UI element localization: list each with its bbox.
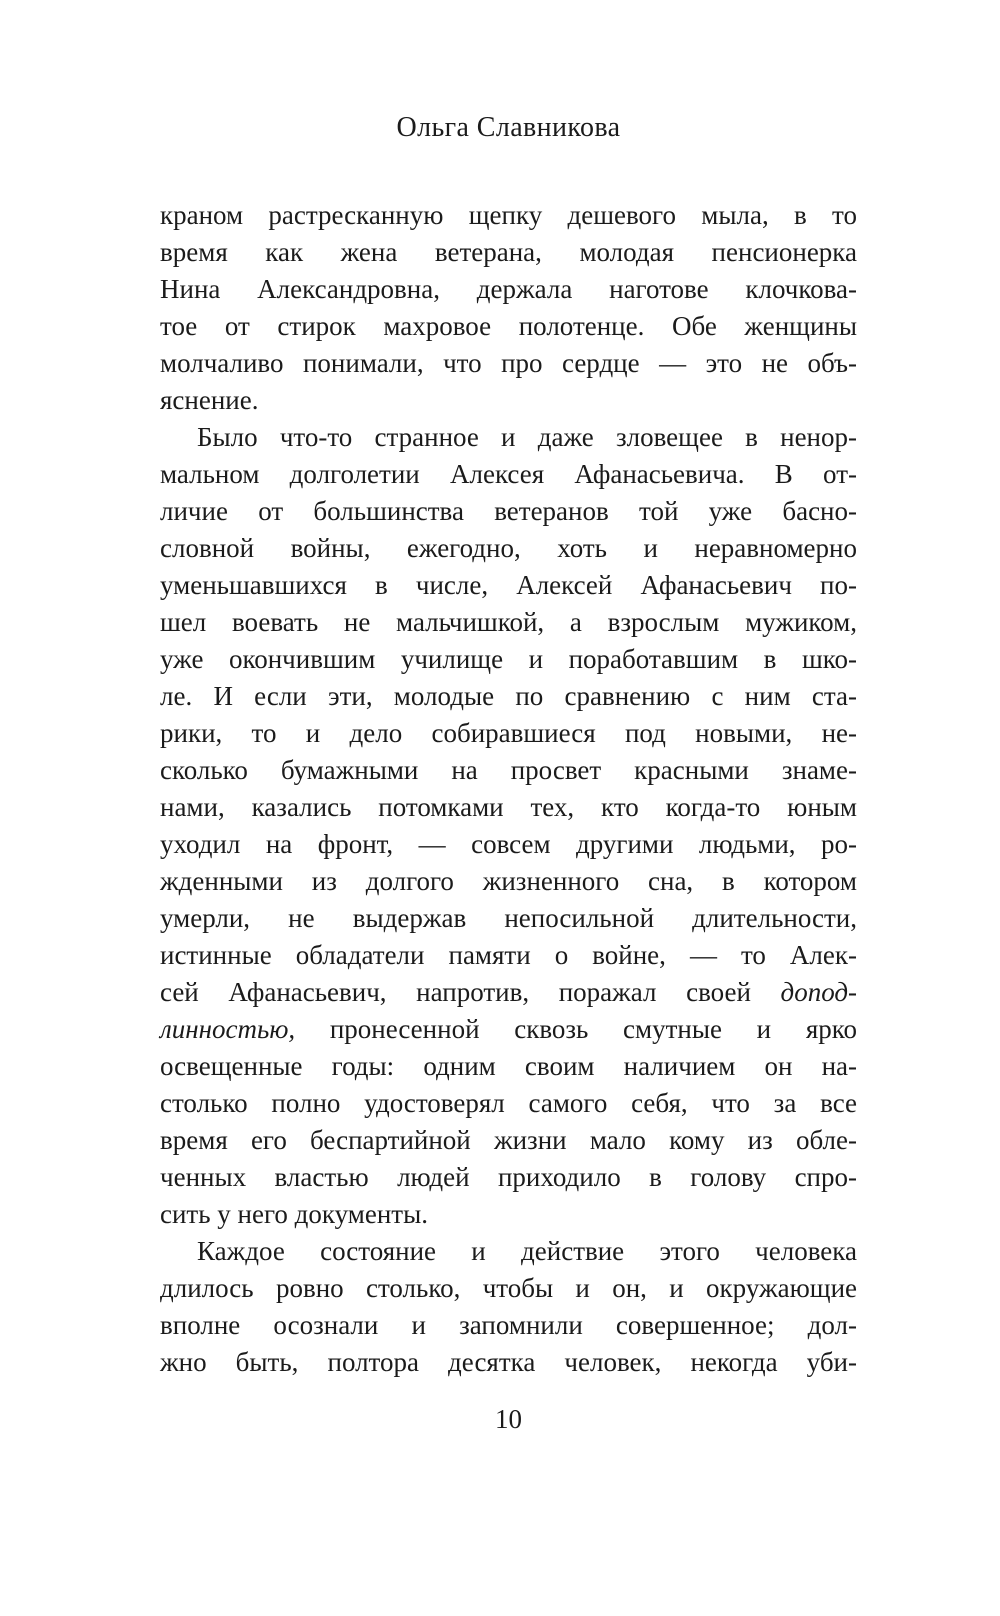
text-line [160,789,857,826]
text-segment: Было что-то странное и даже зловещее в ненор- [197,422,857,452]
text-line [160,271,857,308]
text-segment: освещенные годы: одним своим наличием он на- [160,1051,857,1081]
text-segment: Нина Александровна, держала наготове клочкова- [160,274,857,304]
text-line [160,308,857,345]
text-segment: жно быть, полтора десятка человек, некогда уби- [160,1347,857,1377]
text-line [160,974,857,1011]
text-line [160,493,857,530]
text-segment: уходил на фронт, — совсем другими людьми, ро- [160,829,857,859]
text-segment: рики, то и дело собиравшиеся под новыми, не- [160,718,857,748]
text-line [160,863,857,900]
text-line [160,937,857,974]
text-segment: пронесенной сквозь смутные и ярко [295,1014,857,1044]
text-line [160,1196,857,1233]
text-line [160,715,857,752]
text-segment: длилось ровно столько, чтобы и он, и окружающие [160,1273,857,1303]
text-segment: нами, казались потомками тех, кто когда-то юным [160,792,857,822]
text-segment: словной войны, ежегодно, хоть и неравномерно [160,533,857,563]
text-line [160,900,857,937]
text-line [160,1048,857,1085]
text-block [160,197,857,1381]
text-segment: яснение. [160,385,259,415]
text-line [160,678,857,715]
text-segment: умерли, не выдержав непосильной длительности, [160,903,857,933]
italic-text-segment: допод- [780,977,857,1007]
text-segment: истинные обладатели памяти о войне, — то Алек- [160,940,857,970]
text-line [160,826,857,863]
text-line [160,1159,857,1196]
running-header: Ольга Славникова [396,112,621,143]
italic-text-segment: линностью, [160,1014,296,1044]
text-line [160,641,857,678]
text-line [160,1233,857,1270]
text-line [160,567,857,604]
text-segment: ченных властью людей приходило в голову спро- [160,1162,857,1192]
paragraph [160,419,857,1233]
text-segment: столько полно удостоверял самого себя, что за все [160,1088,857,1118]
text-segment: тое от стирок махровое полотенце. Обе женщины [160,311,857,341]
page-number: 10 [495,1404,522,1434]
text-line [160,752,857,789]
text-line [160,604,857,641]
text-line [160,419,857,456]
text-line [160,1085,857,1122]
text-segment: сей Афанасьевич, напротив, поражал своей [160,977,781,1007]
text-line [160,197,857,234]
text-segment: молчаливо понимали, что про сердце — это не объ- [160,348,857,378]
text-segment: сколько бумажными на просвет красными знаме- [160,755,857,785]
text-segment: краном растресканную щепку дешевого мыла, в то [160,200,857,230]
text-segment: сить у него документы. [160,1199,428,1229]
paragraph [160,1233,857,1381]
text-line [160,1122,857,1159]
paragraph [160,197,857,419]
text-line [160,1344,857,1381]
text-line [160,382,857,419]
text-segment: время его беспартийной жизни мало кому из обле- [160,1125,857,1155]
text-segment: Каждое состояние и действие этого человека [197,1236,857,1266]
text-segment: вполне осознали и запомнили совершенное; дол- [160,1310,857,1340]
text-line [160,456,857,493]
text-line [160,530,857,567]
text-segment: жденными из долгого жизненного сна, в котором [160,866,857,896]
text-segment: ле. И если эти, молодые по сравнению с ним ста- [160,681,857,711]
text-segment: шел воевать не мальчишкой, а взрослым мужиком, [160,607,857,637]
text-line [160,1307,857,1344]
text-line [160,345,857,382]
text-line [160,1270,857,1307]
text-segment: уже окончившим училище и поработавшим в шко- [160,644,857,674]
text-segment: личие от большинства ветеранов той уже басно- [160,496,857,526]
text-segment: мальном долголетии Алексея Афанасьевича. В от- [160,459,857,489]
text-segment: уменьшавшихся в числе, Алексей Афанасьевич по- [160,570,857,600]
text-segment: время как жена ветерана, молодая пенсионерка [160,237,857,267]
text-line [160,1011,857,1048]
text-line [160,234,857,271]
